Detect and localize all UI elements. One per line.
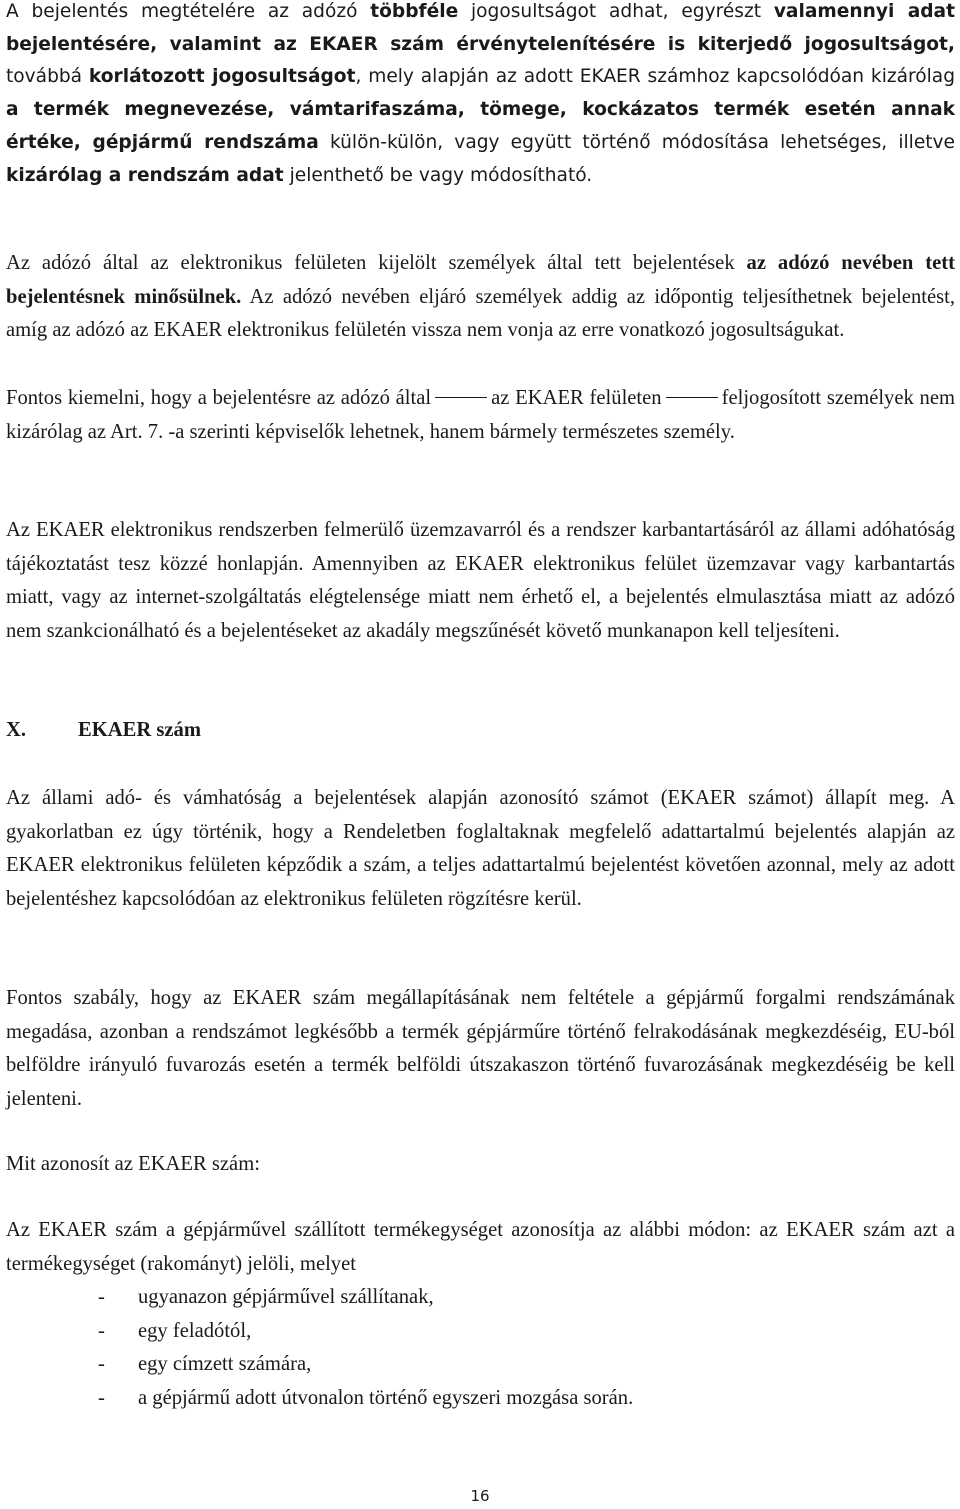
list-dash: - [98,1353,105,1376]
list-item [98,1315,633,1349]
list-dash: - [98,1286,105,1308]
list-dash: - [98,1386,105,1409]
paragraph-designated-persons [6,247,955,348]
dash-line [666,397,718,398]
text-span: Az EKAER elektronikus rendszerben felmerülő üzemzavarról és a rendszer karbantartásáról az állami adóhatóság tájékoztatást tesz közzé honlapján. Amennyiben az EKAER elektronikus felület üzemzavar vagy karbantartás miatt, vagy az internet-szolgáltatás elégtelensége miatt nem érhető el, a bejelentés elmulasztása miatt az adózó nem szankcionálható és a bejelentéseket az akadály megszűnését követő munkanapon kell teljesíteni. [6,519,955,642]
criteria-list [98,1281,633,1415]
text-span: Fontos kiemelni, hogy a bejelentésre az adózó által [6,387,432,409]
list-item [98,1281,633,1315]
list-item-text: ugyanazon gépjárművel szállítanak, [138,1286,434,1308]
text-span: jogosultságot adhat, egyrészt [458,1,774,22]
bold-span: valamennyi adat bejelentésére, valamint az EKAER szám érvénytelenítésére is kiterjedő jogosultságot, [6,1,955,55]
text-span: feljogosított személyek nem kizárólag az Art. 7. -a szerinti képviselők lehetnek, hanem bármely természetes személy. [6,387,955,443]
text-span: külön-külön, vagy együtt történő módosítása lehetséges, illetve [318,131,956,153]
section-number: X. [6,719,27,741]
list-item [98,1348,633,1382]
list-item-text: a gépjármű adott útvonalon történő egyszeri mozgása során. [138,1386,634,1409]
page-number: 16 [470,1487,490,1505]
section-heading [6,714,201,748]
paragraph-important-note [6,382,955,449]
text-span: jelenthető be vagy módosítható. [283,164,593,186]
list-item-text: egy feladótól, [138,1319,252,1342]
bold-span: korlátozott jogosultságot [88,66,356,88]
paragraph-what-identifies [6,1148,955,1182]
text-span: Az állami adó- és vámhatóság a bejelentések alapján azonosító számot (EKAER számot) állapít meg. A gyakorlatban ez úgy történik, hogy a Rendeletben foglaltaknak megfelelő adattartalmú bejelentés alapján az EKAER elektronikus felületen képződik a szám, a teljes adattartalmú bejelentést követően azonnal, mely az adott bejelentéshez kapcsolódóan az elektronikus felületen rögzítésre kerül. [6,787,955,910]
section-title: EKAER szám [78,719,201,741]
dash-line [435,397,487,398]
text-span: az EKAER felületen [491,387,662,409]
bold-span: kizárólag a rendszám adat [6,164,284,186]
paragraph-plate-number-rule [6,982,955,1116]
text-span: Mit azonosít az EKAER szám: [6,1153,260,1175]
list-dash: - [98,1319,105,1342]
bold-span: többféle [370,1,459,22]
list-item-text: egy címzett számára, [138,1353,312,1376]
list-item [98,1382,633,1416]
paragraph-authorization-types [6,0,955,192]
text-span: Fontos szabály, hogy az EKAER szám megállapításának nem feltétele a gépjármű forgalmi rendszámának megadása, azonban a rendszámot legkésőbb a termék gépjárműre történő felrakodásának megkezdéséig, EU-ból belföldre irányuló fuvarozás esetén a termék belföldi útszakaszon történő fuvarozásának megkezdéséig be kell jelenteni. [6,987,955,1110]
text-span: A bejelentés megtételére az adózó [6,1,371,22]
text-span: Az EKAER szám a gépjárművel szállított termékegységet azonosítja az alábbi módon: az EKAER szám azt a termékegységet (rakományt) jelöli, melyet [6,1219,955,1275]
text-span: továbbá [6,66,89,88]
paragraph-ekaer-number-issuance [6,782,955,916]
paragraph-system-outage [6,514,955,648]
bold-span: a termék megnevezése, vámtarifaszáma, tömege, kockázatos termék esetén annak értéke, gépjármű rendszáma [6,99,955,153]
paragraph-ekaer-identifies-unit [6,1214,955,1281]
bold-span: az adózó nevében tett bejelentésnek minősülnek. [6,252,955,308]
text-span: , mely alapján az adott EKAER számhoz kapcsolódóan kizárólag [355,66,955,88]
text-span: Az adózó nevében eljáró személyek addig az időpontig teljesíthetnek bejelentést, amíg az adózó az EKAER elektronikus felületén vissza nem vonja az erre vonatkozó jogosultságukat. [6,285,955,342]
text-span: Az adózó által az elektronikus felületen kijelölt személyek által tett bejelentések [6,252,747,274]
